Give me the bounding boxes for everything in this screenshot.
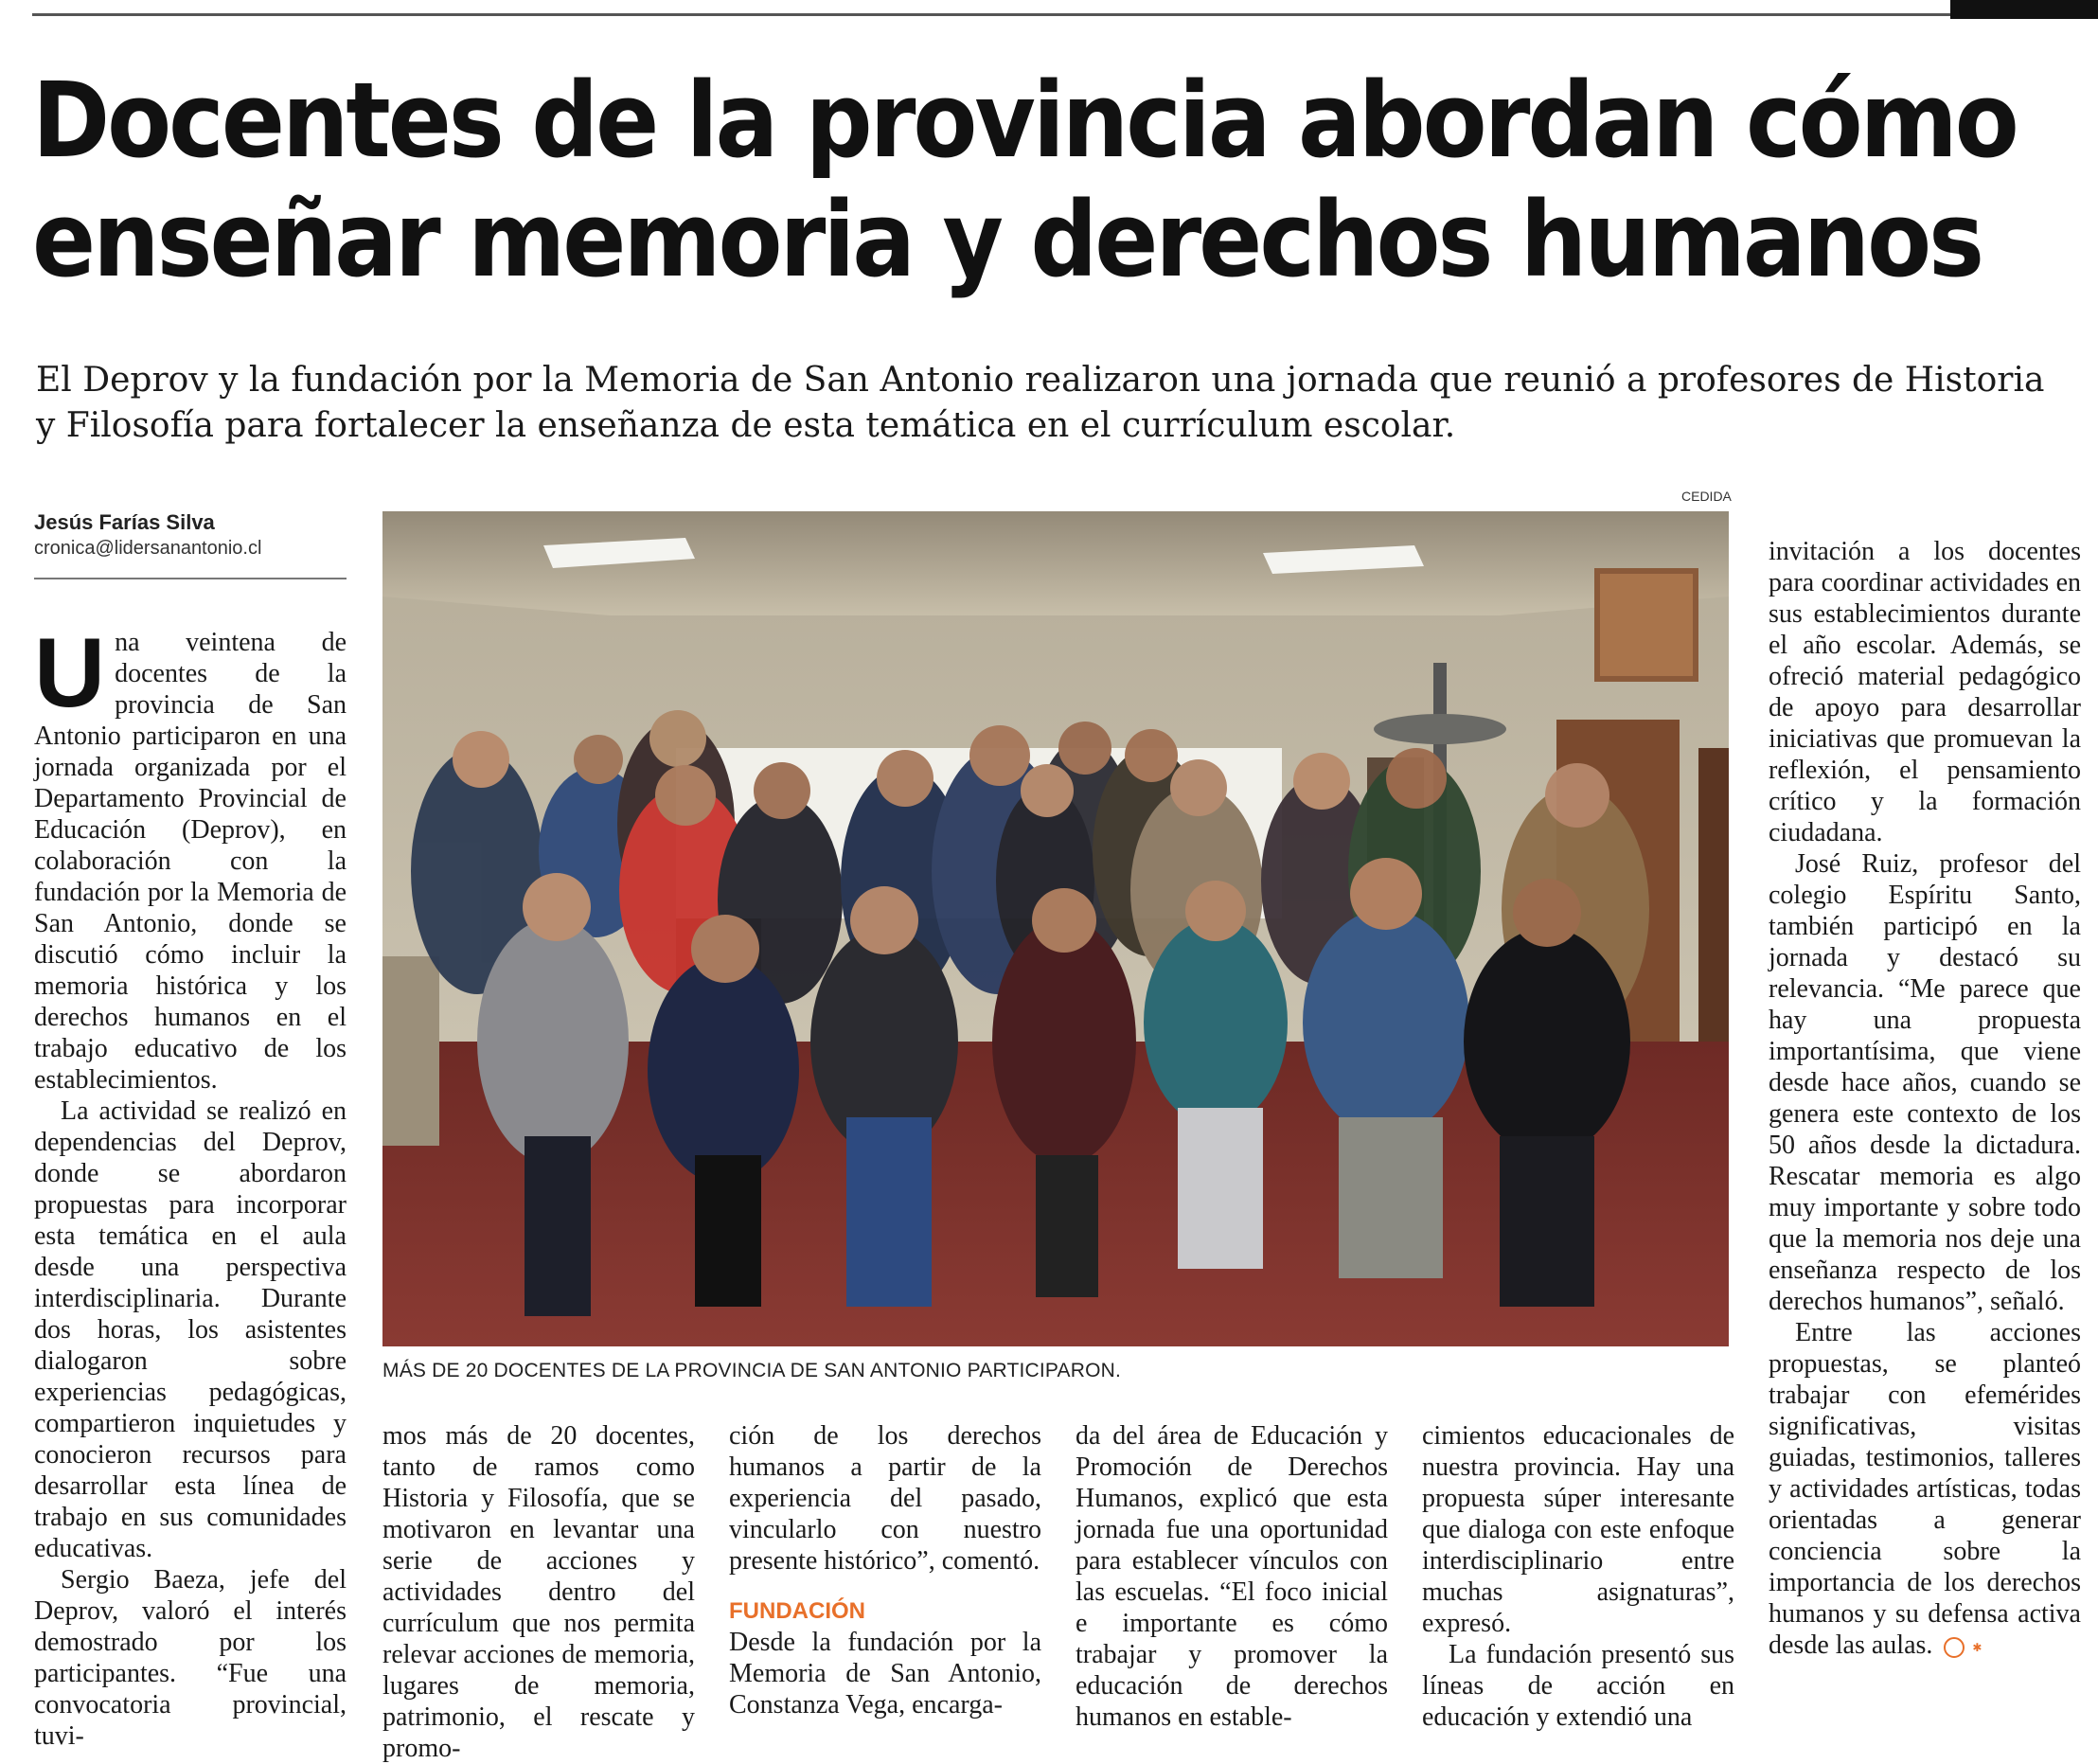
- paragraph-2: La actividad se realizó en dependencias del Deprov, donde se abordaron propuestas para incorporar esta temática en el aula desde una perspectiva interdisciplinaria. Durante dos horas, los asistentes dialogaron sobre experiencias pedagógicas, compartieron inquietudes y conocieron recursos para desarrollar esta línea de trabajo en sus comunidades educativas.: [34, 1096, 347, 1563]
- subheadline: El Deprov y la fundación por la Memoria de San Antonio realizaron una jornada que reunió a profesores de Historia y Filosofía para fortalecer la enseñanza de esta temática en el currículum escolar.: [36, 361, 2045, 445]
- paragraph-3: Sergio Baeza, jefe del Deprov, valoró el interés demostrado por los participantes. “Fue una convocatoria provincial, tuvi-: [34, 1565, 347, 1751]
- column-3-text-after: Desde la fundación por la Memoria de San Antonio, Constanza Vega, encarga-: [729, 1628, 1041, 1719]
- group-photo: [382, 511, 1729, 1346]
- headline: [32, 61, 2077, 299]
- author-email: cronica@lidersanantonio.cl: [34, 538, 262, 559]
- article-column-6: [1769, 536, 2081, 1661]
- paragraph-1: [34, 618, 347, 1096]
- headline-line-2: enseñar memoria y derechos humanos: [32, 179, 1982, 300]
- column-6-text-3-body: Entre las acciones propuestas, se planteó trabajar con efemérides significativas, visitas guiadas, testimonios, talleres y actividades artísticas, todas orientadas a generar conciencia sobre la importancia de los derechos humanos y su defensa activa desde las aulas.: [1769, 1318, 2081, 1660]
- headline-line-1: Docentes de la provincia abordan cómo: [32, 60, 2017, 181]
- column-6-text-2: José Ruiz, profesor del colegio Espíritu Santo, también participó en la jornada y destacó su relevancia. “Me parece que hay una propuesta importantísima, que viene desde hace años, cuando se genera este contexto de los 50 años desde la dictadura. Rescatar memoria es algo muy importante y sobre todo que la memoria nos deje una enseñanza respecto de los derechos humanos”, señaló.: [1769, 849, 2081, 1316]
- column-6-text-3: [1769, 1317, 2081, 1661]
- photo-caption: MÁS DE 20 DOCENTES DE LA PROVINCIA DE SAN ANTONIO PARTICIPARON.: [382, 1360, 1122, 1381]
- column-3-text: ción de los derechos humanos a partir de la experiencia del pasado, vincularlo con nuestro presente histórico”, comentó.: [729, 1421, 1041, 1576]
- article-column-5: [1422, 1420, 1734, 1733]
- column-4-text: da del área de Educación y Promoción de Derechos Humanos, explicó que esta jornada fue una oportunidad para establecer vínculos con las escuelas. “El foco inicial e importante es cómo trabajar y promover la educación de derechos humanos en estable-: [1076, 1421, 1388, 1732]
- column-6-text-1: invitación a los docentes para coordinar actividades en sus establecimientos durante el año escolar. Además, se ofreció material pedagógico de apoyo para desarrollar iniciativas que promuevan la reflexión, el pensamiento crítico y la formación ciudadana.: [1769, 537, 2081, 847]
- article-column-2: [382, 1420, 695, 1764]
- column-5-text-1: cimientos educacionales de nuestra provincia. Hay una propuesta súper interesante que dialoga con este enfoque interdisciplinario entre muchas asignaturas”, expresó.: [1422, 1421, 1734, 1638]
- group-photo-illustration: [382, 511, 1729, 1346]
- top-rule: [32, 13, 1950, 16]
- top-corner-block: [1950, 0, 2098, 19]
- article-column-4: [1076, 1420, 1388, 1733]
- author-name: Jesús Farías Silva: [34, 510, 215, 534]
- section-title-fundacion: FUNDACIÓN: [729, 1598, 865, 1624]
- byline: [34, 509, 347, 561]
- article-column-3: [729, 1420, 1041, 1720]
- byline-rule: [34, 578, 347, 579]
- column-2-text: mos más de 20 docentes, tanto de ramos como Historia y Filosofía, que se motivaron en levantar una serie de acciones y actividades dentro del currículum que nos permita relevar acciones de memoria, lugares de memoria, patrimonio, el rescate y promo-: [382, 1421, 695, 1763]
- paragraph-1-text: na veintena de docentes de la provincia de San Antonio participaron en una jornada organizada por el Departamento Provincial de Educación (Deprov), en colaboración con la fundación por la Memoria de San Antonio, donde se discutió cómo incluir la memoria histórica y los derechos humanos en el trabajo educativo de los establecimientos.: [34, 628, 347, 1095]
- photo-credit: CEDIDA: [1681, 489, 1732, 504]
- dropcap: U: [34, 618, 106, 728]
- article-column-1: [34, 618, 347, 1752]
- column-5-text-2: La fundación presentó sus líneas de acción en educación y extendió una: [1422, 1640, 1734, 1732]
- end-mark-icon: ✱: [1944, 1637, 1965, 1658]
